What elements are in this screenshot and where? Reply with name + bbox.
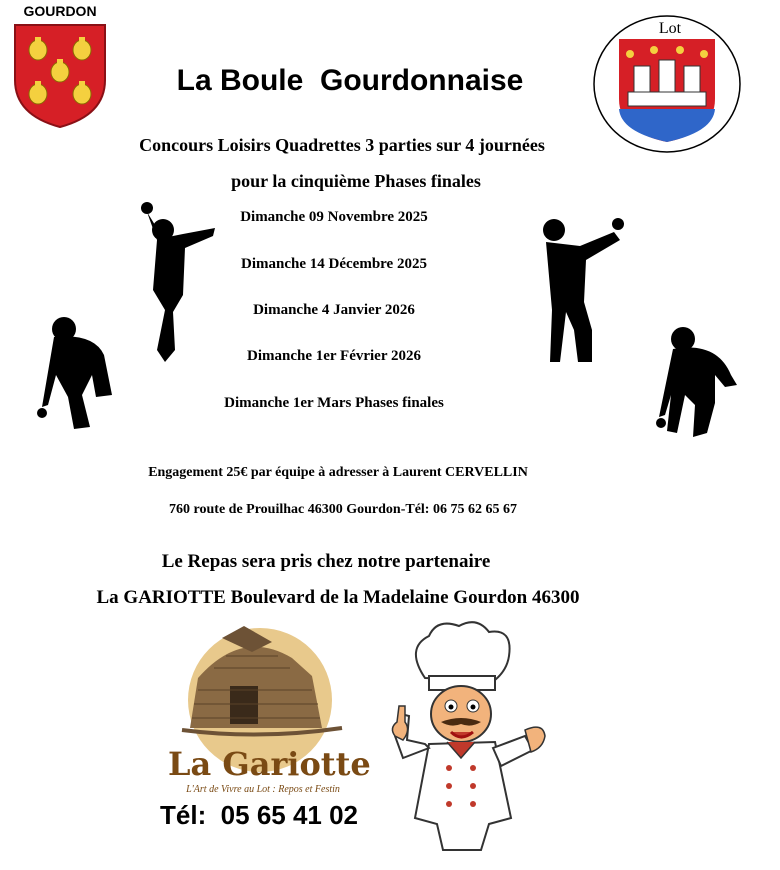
partner-tagline: L'Art de Vivre au Lot : Repos et Festin [186, 784, 340, 795]
meal-line-1: Le Repas sera pris chez notre partenaire [161, 551, 491, 572]
page-title: La Boule Gourdonnaise [176, 64, 524, 97]
lot-crest-label: Lot [658, 20, 682, 37]
date-item-3: Dimanche 4 Janvier 2026 [253, 302, 415, 318]
boule-player-throwing-right-icon [540, 212, 630, 372]
date-item-2: Dimanche 14 Décembre 2025 [241, 256, 427, 272]
date-item-5: Dimanche 1er Mars Phases finales [224, 395, 444, 411]
partner-phone: Tél: 05 65 41 02 [160, 800, 359, 830]
date-item-1: Dimanche 09 Novembre 2025 [240, 209, 428, 225]
chef-illustration-icon [385, 618, 555, 858]
intro-line-1: Concours Loisirs Quadrettes 3 parties sur 4 journées [139, 135, 545, 155]
boule-player-crouching-right-icon [655, 325, 745, 445]
date-item-4: Dimanche 1er Février 2026 [247, 348, 421, 364]
meal-line-2: La GARIOTTE Boulevard de la Madelaine Gourdon 46300 [96, 587, 580, 608]
intro-line-2: pour la cinquième Phases finales [231, 171, 481, 191]
partner-name: La Gariotte [168, 745, 371, 783]
gourdon-crest-label: GOURDON [23, 3, 97, 19]
boule-player-throwing-icon [135, 200, 225, 370]
registration-line-2: 760 route de Prouilhac 46300 Gourdon-Tél: 06 75 62 65 67 [169, 502, 517, 517]
boule-player-crouching-icon [34, 315, 124, 435]
registration-line-1: Engagement 25€ par équipe à adresser à Laurent CERVELLIN [148, 465, 528, 480]
